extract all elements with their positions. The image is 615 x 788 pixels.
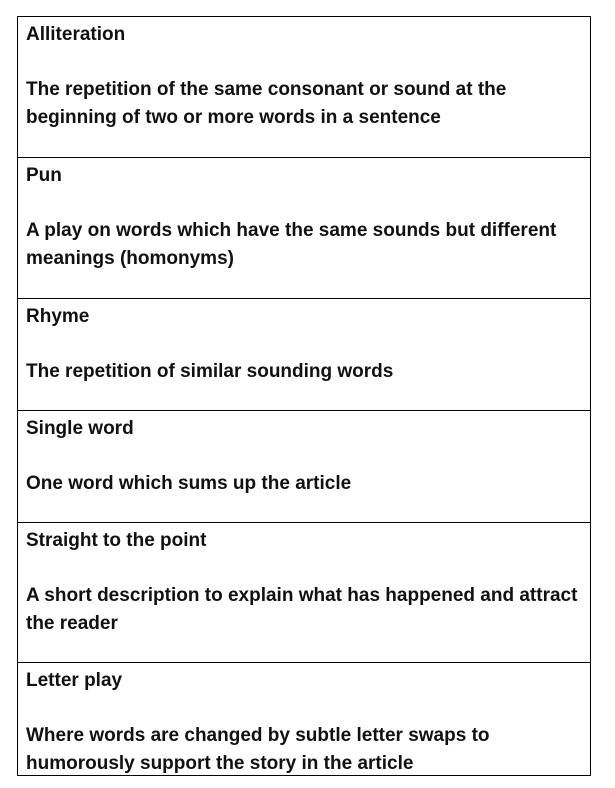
definition-text: A play on words which have the same sounds but different meanings (homonyms)	[26, 220, 557, 269]
term-label: Single word	[26, 418, 134, 439]
table-row-straight-to-the-point	[18, 522, 590, 662]
definitions-table	[17, 16, 591, 776]
table-row-rhyme	[18, 298, 590, 410]
definition-text: Where words are changed by subtle letter swaps to humorously support the story in the article	[26, 725, 490, 774]
term-label: Pun	[26, 165, 62, 186]
table-row-alliteration	[18, 17, 590, 157]
definition-text: A short description to explain what has happened and attract the reader	[26, 585, 578, 634]
table-row-single-word	[18, 410, 590, 522]
table-row-pun	[18, 157, 590, 298]
table-row-letter-play	[18, 662, 590, 775]
term-label: Letter play	[26, 670, 123, 691]
definition-text: One word which sums up the article	[26, 473, 352, 494]
term-label: Alliteration	[26, 24, 126, 45]
definition-text: The repetition of similar sounding words	[26, 361, 394, 382]
term-label: Rhyme	[26, 306, 90, 327]
definition-text: The repetition of the same consonant or sound at the beginning of two or more words in a sentence	[26, 79, 507, 128]
term-label: Straight to the point	[26, 530, 207, 551]
